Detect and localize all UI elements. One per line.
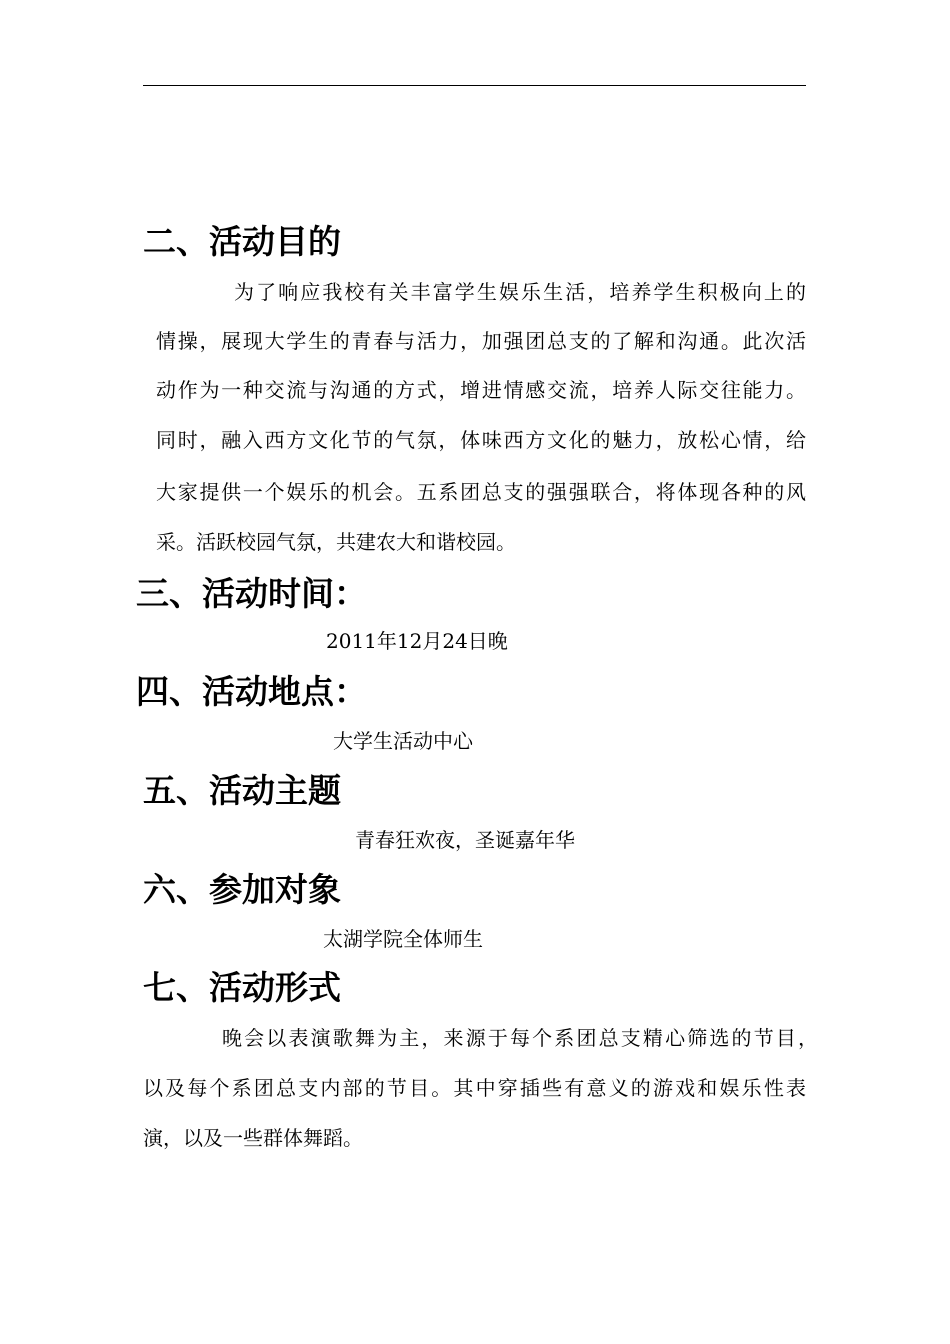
time-heading: 三、活动时间： [136, 574, 367, 613]
purpose-line-4: 同时，融入西方文化节的气氛，体味西方文化的魅力，放松心情，给 [156, 428, 806, 452]
header-rule [143, 85, 806, 86]
format-heading: 七、活动形式 [143, 968, 341, 1007]
purpose-line-5: 大家提供一个娱乐的机会。五系团总支的强强联合，将体现各种的风 [156, 480, 806, 504]
participants-value: 太湖学院全体师生 [323, 927, 483, 951]
place-value: 大学生活动中心 [333, 729, 473, 753]
format-line-2: 以及每个系团总支内部的节目。其中穿插些有意义的游戏和娱乐性表 [143, 1076, 806, 1100]
purpose-line-3: 动作为一种交流与沟通的方式，增进情感交流，培养人际交往能力。 [156, 378, 806, 402]
purpose-line-2: 情操，展现大学生的青春与活力，加强团总支的了解和沟通。此次活 [156, 329, 806, 353]
purpose-line-1: 为了响应我校有关丰富学生娱乐生活，培养学生积极向上的 [234, 280, 806, 304]
place-heading: 四、活动地点： [136, 672, 367, 711]
theme-heading: 五、活动主题 [143, 771, 341, 810]
purpose-line-6: 采。活跃校园气氛，共建农大和谐校园。 [156, 530, 516, 554]
theme-value: 青春狂欢夜，圣诞嘉年华 [355, 828, 575, 852]
time-value: 2011年12月24日晚 [326, 629, 508, 653]
format-line-3: 演，以及一些群体舞蹈。 [143, 1126, 363, 1150]
participants-heading: 六、参加对象 [143, 870, 341, 909]
purpose-heading: 二、活动目的 [143, 222, 341, 261]
format-line-1: 晚会以表演歌舞为主，来源于每个系团总支精心筛选的节目， [222, 1026, 818, 1050]
